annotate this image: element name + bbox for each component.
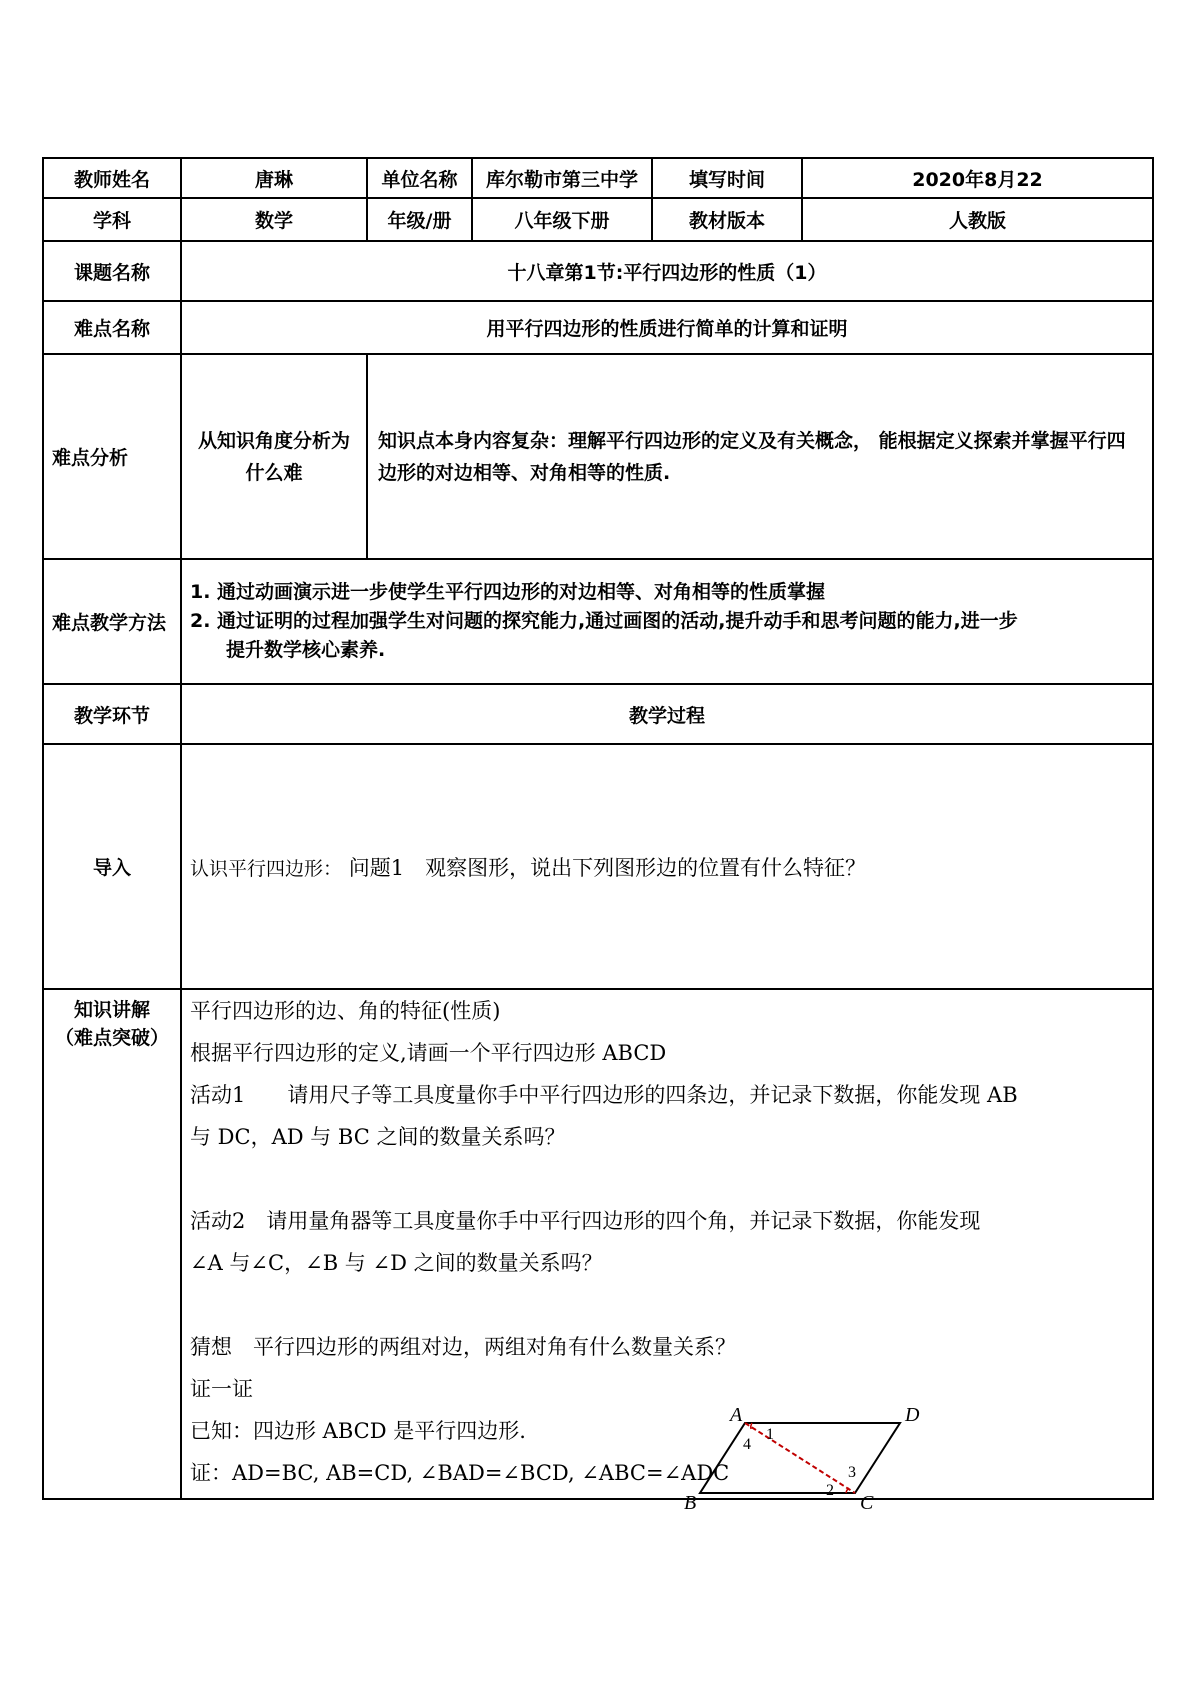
intro-prefix: 认识平行四边形： bbox=[190, 857, 343, 880]
knowledge-line: 猜想 平行四边形的两组对边，两组对角有什么数量关系？ bbox=[190, 1335, 736, 1359]
method-list bbox=[181, 559, 1153, 684]
vertex-c: C bbox=[860, 1492, 874, 1514]
process-header-row bbox=[43, 684, 1153, 744]
knowledge-line: 根据平行四边形的定义,请画一个平行四边形 ABCD bbox=[190, 1041, 667, 1065]
intro-row bbox=[43, 744, 1153, 989]
vertex-b: B bbox=[684, 1492, 697, 1514]
teacher-label: 教师姓名 bbox=[43, 158, 181, 198]
method-row bbox=[43, 559, 1153, 684]
unit-value: 库尔勒市第三中学 bbox=[472, 158, 652, 198]
knowledge-label-line1: 知识讲解 bbox=[73, 999, 150, 1021]
time-label: 填写时间 bbox=[652, 158, 802, 198]
angle-label-1: 1 bbox=[766, 1426, 774, 1443]
time-value: 2020年8月22 bbox=[802, 158, 1153, 198]
difficulty-value: 用平行四边形的性质进行简单的计算和证明 bbox=[181, 301, 1153, 354]
method-item-1: 1. 通过动画演示进一步使学生平行四边形的对边相等、对角相等的性质掌握 bbox=[190, 581, 826, 603]
intro-text: 问题1 观察图形，说出下列图形边的位置有什么特征？ bbox=[348, 855, 867, 880]
method-item-2-cont: 提升数学核心素养. bbox=[226, 639, 386, 661]
knowledge-line: ∠A 与∠C，∠B 与 ∠D 之间的数量关系吗？ bbox=[190, 1251, 603, 1275]
subject-label: 学科 bbox=[43, 198, 181, 241]
lesson-table bbox=[42, 157, 1154, 1500]
knowledge-label bbox=[43, 989, 181, 1499]
knowledge-content bbox=[181, 989, 1153, 1499]
knowledge-line: 活动1 请用尺子等工具度量你手中平行四边形的四条边，并记录下数据，你能发现 AB bbox=[190, 1083, 1018, 1107]
difficulty-row bbox=[43, 301, 1153, 354]
knowledge-line: 活动2 请用量角器等工具度量你手中平行四边形的四个角，并记录下数据，你能发现 bbox=[190, 1209, 981, 1233]
parallelogram-figure bbox=[684, 1404, 930, 1515]
knowledge-label-line2: （难点突破） bbox=[54, 1027, 169, 1049]
topic-label: 课题名称 bbox=[43, 241, 181, 301]
knowledge-line bbox=[190, 1158, 1144, 1200]
knowledge-line bbox=[190, 1284, 1144, 1326]
vertex-d: D bbox=[905, 1404, 920, 1426]
angle-label-2: 2 bbox=[826, 1482, 834, 1499]
grade-value: 八年级下册 bbox=[472, 198, 652, 241]
knowledge-row bbox=[43, 989, 1153, 1499]
angle-label-4: 4 bbox=[743, 1436, 751, 1453]
difficulty-label: 难点名称 bbox=[43, 301, 181, 354]
knowledge-line: 证：AD=BC, AB=CD, ∠BAD=∠BCD, ∠ABC=∠ADC bbox=[190, 1461, 730, 1485]
analysis-sub-label: 从知识角度分析为什么难 bbox=[181, 354, 367, 559]
knowledge-line: 与 DC，AD 与 BC 之间的数量关系吗？ bbox=[190, 1125, 566, 1149]
header-row-2 bbox=[43, 198, 1153, 241]
edition-value: 人教版 bbox=[802, 198, 1153, 241]
unit-label: 单位名称 bbox=[367, 158, 472, 198]
topic-value: 十八章第1节:平行四边形的性质（1） bbox=[181, 241, 1153, 301]
method-label: 难点教学方法 bbox=[43, 559, 181, 684]
topic-row bbox=[43, 241, 1153, 301]
intro-content bbox=[181, 744, 1153, 989]
process-right-header: 教学过程 bbox=[181, 684, 1153, 744]
intro-label: 导入 bbox=[43, 744, 181, 989]
subject-value: 数学 bbox=[181, 198, 367, 241]
teacher-value: 唐琳 bbox=[181, 158, 367, 198]
knowledge-line: 平行四边形的边、角的特征(性质) bbox=[190, 999, 501, 1023]
grade-label: 年级/册 bbox=[367, 198, 472, 241]
knowledge-line: 证一证 bbox=[190, 1377, 253, 1401]
analysis-text: 知识点本身内容复杂：理解平行四边形的定义及有关概念， 能根据定义探索并掌握平行四边形的对边相等、对角相等的性质. bbox=[367, 354, 1153, 559]
header-row-1 bbox=[43, 158, 1153, 198]
analysis-row bbox=[43, 354, 1153, 559]
analysis-label: 难点分析 bbox=[43, 354, 181, 559]
edition-label: 教材版本 bbox=[652, 198, 802, 241]
diagonal-ac bbox=[745, 1423, 855, 1493]
angle-label-3: 3 bbox=[848, 1464, 856, 1481]
method-item-2: 2. 通过证明的过程加强学生对问题的探究能力,通过画图的活动,提升动手和思考问题的能力,进一步 bbox=[190, 610, 1018, 632]
vertex-a: A bbox=[730, 1404, 743, 1426]
knowledge-line: 已知：四边形 ABCD 是平行四边形. bbox=[190, 1419, 526, 1443]
process-left-header: 教学环节 bbox=[43, 684, 181, 744]
